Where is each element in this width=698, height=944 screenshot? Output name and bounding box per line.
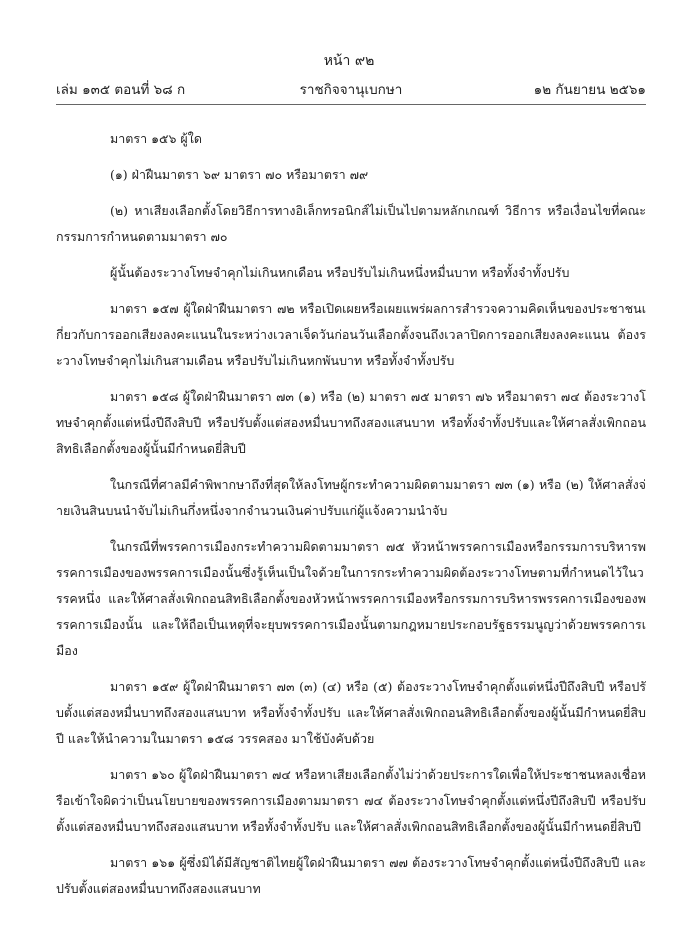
section-156-penalty: ผู้นั้นต้องระวางโทษจำคุกไม่เกินหกเดือน หรือปรับไม่เกินหนึ่งหมื่นบาท หรือทั้งจำทั้งปรับ: [110, 265, 570, 280]
page-number: หน้า ๙๒: [323, 53, 375, 69]
running-header: [56, 78, 646, 100]
section-157: มาตรา ๑๕๗ ผู้ใดฝ่าฝืนมาตรา ๗๒ หรือเปิดเผยหรือเผยแพร่ผลการสำรวจความคิดเห็นของประชาชนเกี่ยวกับการออกเสียงลงคะแนนในระหว่างเวลาเจ็ดวันก่อนวันเลือกตั้งจนถึงเวลาปิดการออกเสียงลงคะแนน ต้องระวางโทษจำคุกไม่เกินสามเดือน หรือปรับไม่เกินหกพันบาท หรือทั้งจำทั้งปรับ: [56, 301, 646, 368]
section-156-item-1: (๑) ฝ่าฝืนมาตรา ๖๙ มาตรา ๗๐ หรือมาตรา ๗๙: [110, 167, 369, 182]
section-160: มาตรา ๑๖๐ ผู้ใดฝ่าฝืนมาตรา ๗๔ หรือหาเสียงเลือกตั้งไม่ว่าด้วยประการใดเพื่อให้ประชาชนหลงเชื่อหรือเข้าใจผิดว่าเป็นนโยบายของพรรคการเมืองตามมาตรา ๗๔ ต้องระวางโทษจำคุกตั้งแต่หนึ่งปีถึงสิบปี หรือปรับตั้งแต่สองหมื่นบาทถึงสองแสนบาท หรือทั้งจำทั้งปรับ และให้ศาลสั่งเพิกถอนสิทธิเลือกตั้งของผู้นั้นมีกำหนดยี่สิบปี: [56, 767, 646, 834]
section-159: มาตรา ๑๕๙ ผู้ใดฝ่าฝืนมาตรา ๗๓ (๓) (๔) หรือ (๕) ต้องระวางโทษจำคุกตั้งแต่หนึ่งปีถึงสิบปี หรือปรับตั้งแต่สองหมื่นบาทถึงสองแสนบาท หรือทั้งจำทั้งปรับ และให้ศาลสั่งเพิกถอนสิทธิเลือกตั้งของผู้นั้นมีกำหนดยี่สิบปี และให้นำความในมาตรา ๑๕๘ วรรคสอง มาใช้บังคับด้วย: [56, 679, 646, 746]
section-158-para-3: ในกรณีที่พรรคการเมืองกระทำความผิดตามมาตรา ๗๕ หัวหน้าพรรคการเมืองหรือกรรมการบริหารพรรคการเมืองของพรรคการเมืองนั้นซึ่งรู้เห็นเป็นใจด้วยในการกระทำความผิดต้องระวางโทษตามที่กำหนดไว้ในวรรคหนึ่ง และให้ศาลสั่งเพิกถอนสิทธิเลือกตั้งของหัวหน้าพรรคการเมืองหรือกรรมการบริหารพรรคการเมืองของพรรคการเมืองนั้น และให้ถือเป็นเหตุที่จะยุบพรรคการเมืองนั้นตามกฎหมายประกอบรัฐธรรมนูญว่าด้วยพรรคการเมือง: [56, 539, 646, 658]
section-156-heading: มาตรา ๑๕๖ ผู้ใด: [110, 131, 202, 146]
section-158: มาตรา ๑๕๘ ผู้ใดฝ่าฝืนมาตรา ๗๓ (๑) หรือ (๒) มาตรา ๗๕ มาตรา ๗๖ หรือมาตรา ๗๔ ต้องระวางโทษจำคุกตั้งแต่หนึ่งปีถึงสิบปี หรือปรับตั้งแต่สองหมื่นบาทถึงสองแสนบาท หรือทั้งจำทั้งปรับและให้ศาลสั่งเพิกถอนสิทธิเลือกตั้งของผู้นั้นมีกำหนดยี่สิบปี: [56, 389, 646, 456]
document-body: [56, 126, 646, 902]
volume-issue: เล่ม ๑๓๕ ตอนที่ ๖๘ ก: [56, 82, 186, 98]
gazette-title: ราชกิจจานุเบกษา: [299, 82, 403, 98]
section-156-item-2: (๒) หาเสียงเลือกตั้งโดยวิธีการทางอิเล็กทรอนิกส์ไม่เป็นไปตามหลักเกณฑ์ วิธีการ หรือเงื่อนไขที่คณะกรรมการกำหนดตามมาตรา ๗๐: [56, 203, 646, 244]
section-158-para-2: ในกรณีที่ศาลมีคำพิพากษาถึงที่สุดให้ลงโทษผู้กระทำความผิดตามมาตรา ๗๓ (๑) หรือ (๒) ให้ศาลสั่งจ่ายเงินสินบนนำจับไม่เกินกึ่งหนึ่งจากจำนวนเงินค่าปรับแก่ผู้แจ้งความนำจับ: [56, 477, 646, 518]
publication-date: ๑๒ กันยายน ๒๕๖๑: [533, 82, 646, 98]
section-161: มาตรา ๑๖๑ ผู้ซึ่งมิได้มีสัญชาติไทยผู้ใดฝ่าฝืนมาตรา ๗๗ ต้องระวางโทษจำคุกตั้งแต่หนึ่งปีถึงสิบปี และปรับตั้งแต่สองหมื่นบาทถึงสองแสนบาท: [56, 855, 646, 896]
header-rule: [56, 104, 646, 105]
